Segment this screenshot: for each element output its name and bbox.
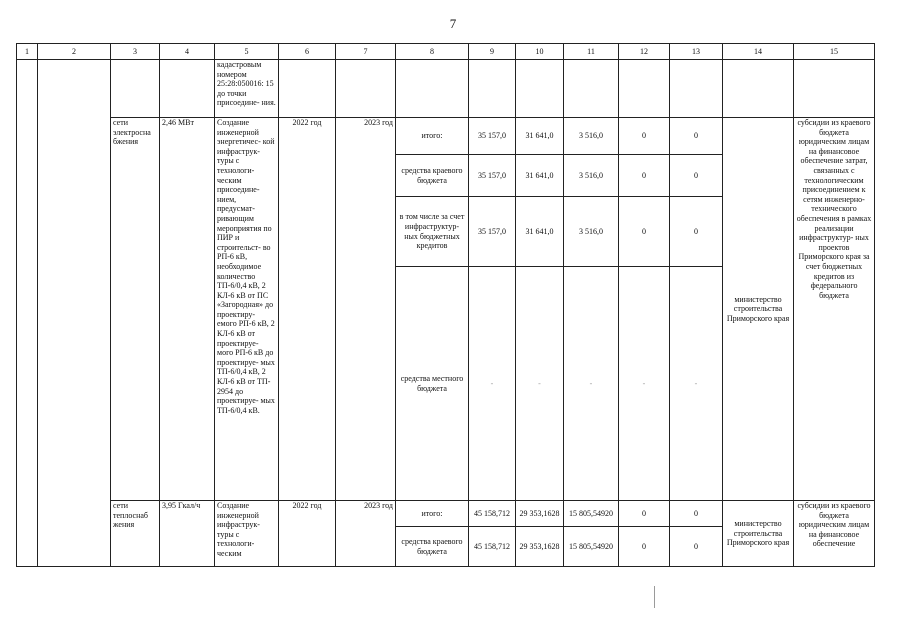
- cell-end-year: 2023 год: [336, 118, 396, 501]
- cell-responsible: министерство строительства Приморского края: [723, 118, 794, 501]
- header-cell: 13: [670, 44, 723, 60]
- cell-value: 0: [619, 527, 670, 567]
- cell-value: 35 157,0: [469, 197, 516, 267]
- cell-c2: [38, 60, 111, 567]
- header-cell: 6: [279, 44, 336, 60]
- header-cell: 5: [215, 44, 279, 60]
- scan-fold-mark: [654, 586, 655, 608]
- cell-value: 3 516,0: [564, 155, 619, 197]
- cell-description: Создание инженерной инфраструк- туры с технологи- ческим: [215, 501, 279, 567]
- cell-value: 35 157,0: [469, 155, 516, 197]
- cell-funding-source: средства местного бюджета: [396, 267, 469, 501]
- header-cell: 2: [38, 44, 111, 60]
- cell-description: кадастровым номером 25:28:050016: 15 до точки присоедине- ния.: [215, 60, 279, 118]
- table-row: [17, 501, 875, 527]
- cell-c1: [17, 60, 38, 567]
- cell-funding-source: в том числе за счет инфраструктур- ных бюджетных кредитов: [396, 197, 469, 267]
- cell-value: -: [564, 267, 619, 501]
- cell-value: 0: [670, 118, 723, 155]
- cell-value: 0: [670, 501, 723, 527]
- cell-c4: [160, 60, 215, 118]
- cell-funding-form: субсидии из краевого бюджета юридическим лицам на финансовое обеспечение: [794, 501, 875, 567]
- cell-value: -: [670, 267, 723, 501]
- cell-c3: [111, 60, 160, 118]
- header-cell: 4: [160, 44, 215, 60]
- header-cell: 14: [723, 44, 794, 60]
- cell-funding-source: средства краевого бюджета: [396, 527, 469, 567]
- cell-value: 0: [670, 197, 723, 267]
- page-number: 7: [449, 16, 457, 31]
- header-row: [17, 44, 875, 60]
- cell-value: 45 158,712: [469, 501, 516, 527]
- cell-value: 29 353,1628: [516, 501, 564, 527]
- cell-value: 15 805,54920: [564, 527, 619, 567]
- header-cell: 12: [619, 44, 670, 60]
- header-cell: 8: [396, 44, 469, 60]
- cell-start-year: 2022 год: [279, 118, 336, 501]
- cell-value: 0: [619, 501, 670, 527]
- cell-funding-form: субсидии из краевого бюджета юридическим лицам на финансовое обеспечение затрат, связанных с технологическим присоединением к сетям инженерно- технического обеспечения в рамках реализации инфраструктур- ных проектов Приморского края за счет бюджетных кредитов из федерального бюджета: [794, 118, 875, 501]
- cell-value: 0: [670, 155, 723, 197]
- table-row-continuation: [17, 60, 875, 118]
- cell-value: 3 516,0: [564, 118, 619, 155]
- financing-table: [16, 43, 875, 567]
- cell-network-type: сети электросна бжения: [111, 118, 160, 501]
- cell-value: 45 158,712: [469, 527, 516, 567]
- cell-value: 3 516,0: [564, 197, 619, 267]
- cell-end-year: 2023 год: [336, 501, 396, 567]
- cell-capacity: 3,95 Гкал/ч: [160, 501, 215, 567]
- cell-value: 31 641,0: [516, 118, 564, 155]
- header-cell: 1: [17, 44, 38, 60]
- cell-value: 0: [619, 118, 670, 155]
- header-cell: 15: [794, 44, 875, 60]
- cell-value: 0: [619, 155, 670, 197]
- cell-value: 0: [670, 527, 723, 567]
- cell-capacity: 2,46 МВт: [160, 118, 215, 501]
- header-cell: 10: [516, 44, 564, 60]
- cell-responsible: министерство строительства Приморского края: [723, 501, 794, 567]
- cell-value: -: [516, 267, 564, 501]
- cell-start-year: 2022 год: [279, 501, 336, 567]
- cell-value: 15 805,54920: [564, 501, 619, 527]
- cell-value: -: [469, 267, 516, 501]
- header-cell: 9: [469, 44, 516, 60]
- cell-value: 31 641,0: [516, 197, 564, 267]
- cell-value: 29 353,1628: [516, 527, 564, 567]
- cell-network-type: сети теплоснаб жения: [111, 501, 160, 567]
- cell-value: 0: [619, 197, 670, 267]
- cell-value: 35 157,0: [469, 118, 516, 155]
- header-cell: 7: [336, 44, 396, 60]
- cell-funding-source: итого:: [396, 501, 469, 527]
- cell-funding-source: средства краевого бюджета: [396, 155, 469, 197]
- cell-funding-source: итого:: [396, 118, 469, 155]
- header-cell: 11: [564, 44, 619, 60]
- cell-description: Создание инженерной энергетичес- кой инфраструк- туры с технологи- ческим присоедине- нием, предусмат- ривающим мероприятия по ПИР и строительст- во РП-6 кВ, необходимое количество ТП-6/0,4 кВ, 2 КЛ-6 кВ от ПС «Загородная» до проектиру- емого РП-6 кВ, 2 КЛ-6 кВ от проектируе- мого РП-6 кВ до проектируе- мых ТП-6/0,4 кВ, 2 КЛ-6 кВ от ТП- 2954 до проектируе- мых ТП-6/0,4 кВ.: [215, 118, 279, 501]
- header-cell: 3: [111, 44, 160, 60]
- cell-value: 31 641,0: [516, 155, 564, 197]
- table-row: [17, 118, 875, 155]
- cell-value: -: [619, 267, 670, 501]
